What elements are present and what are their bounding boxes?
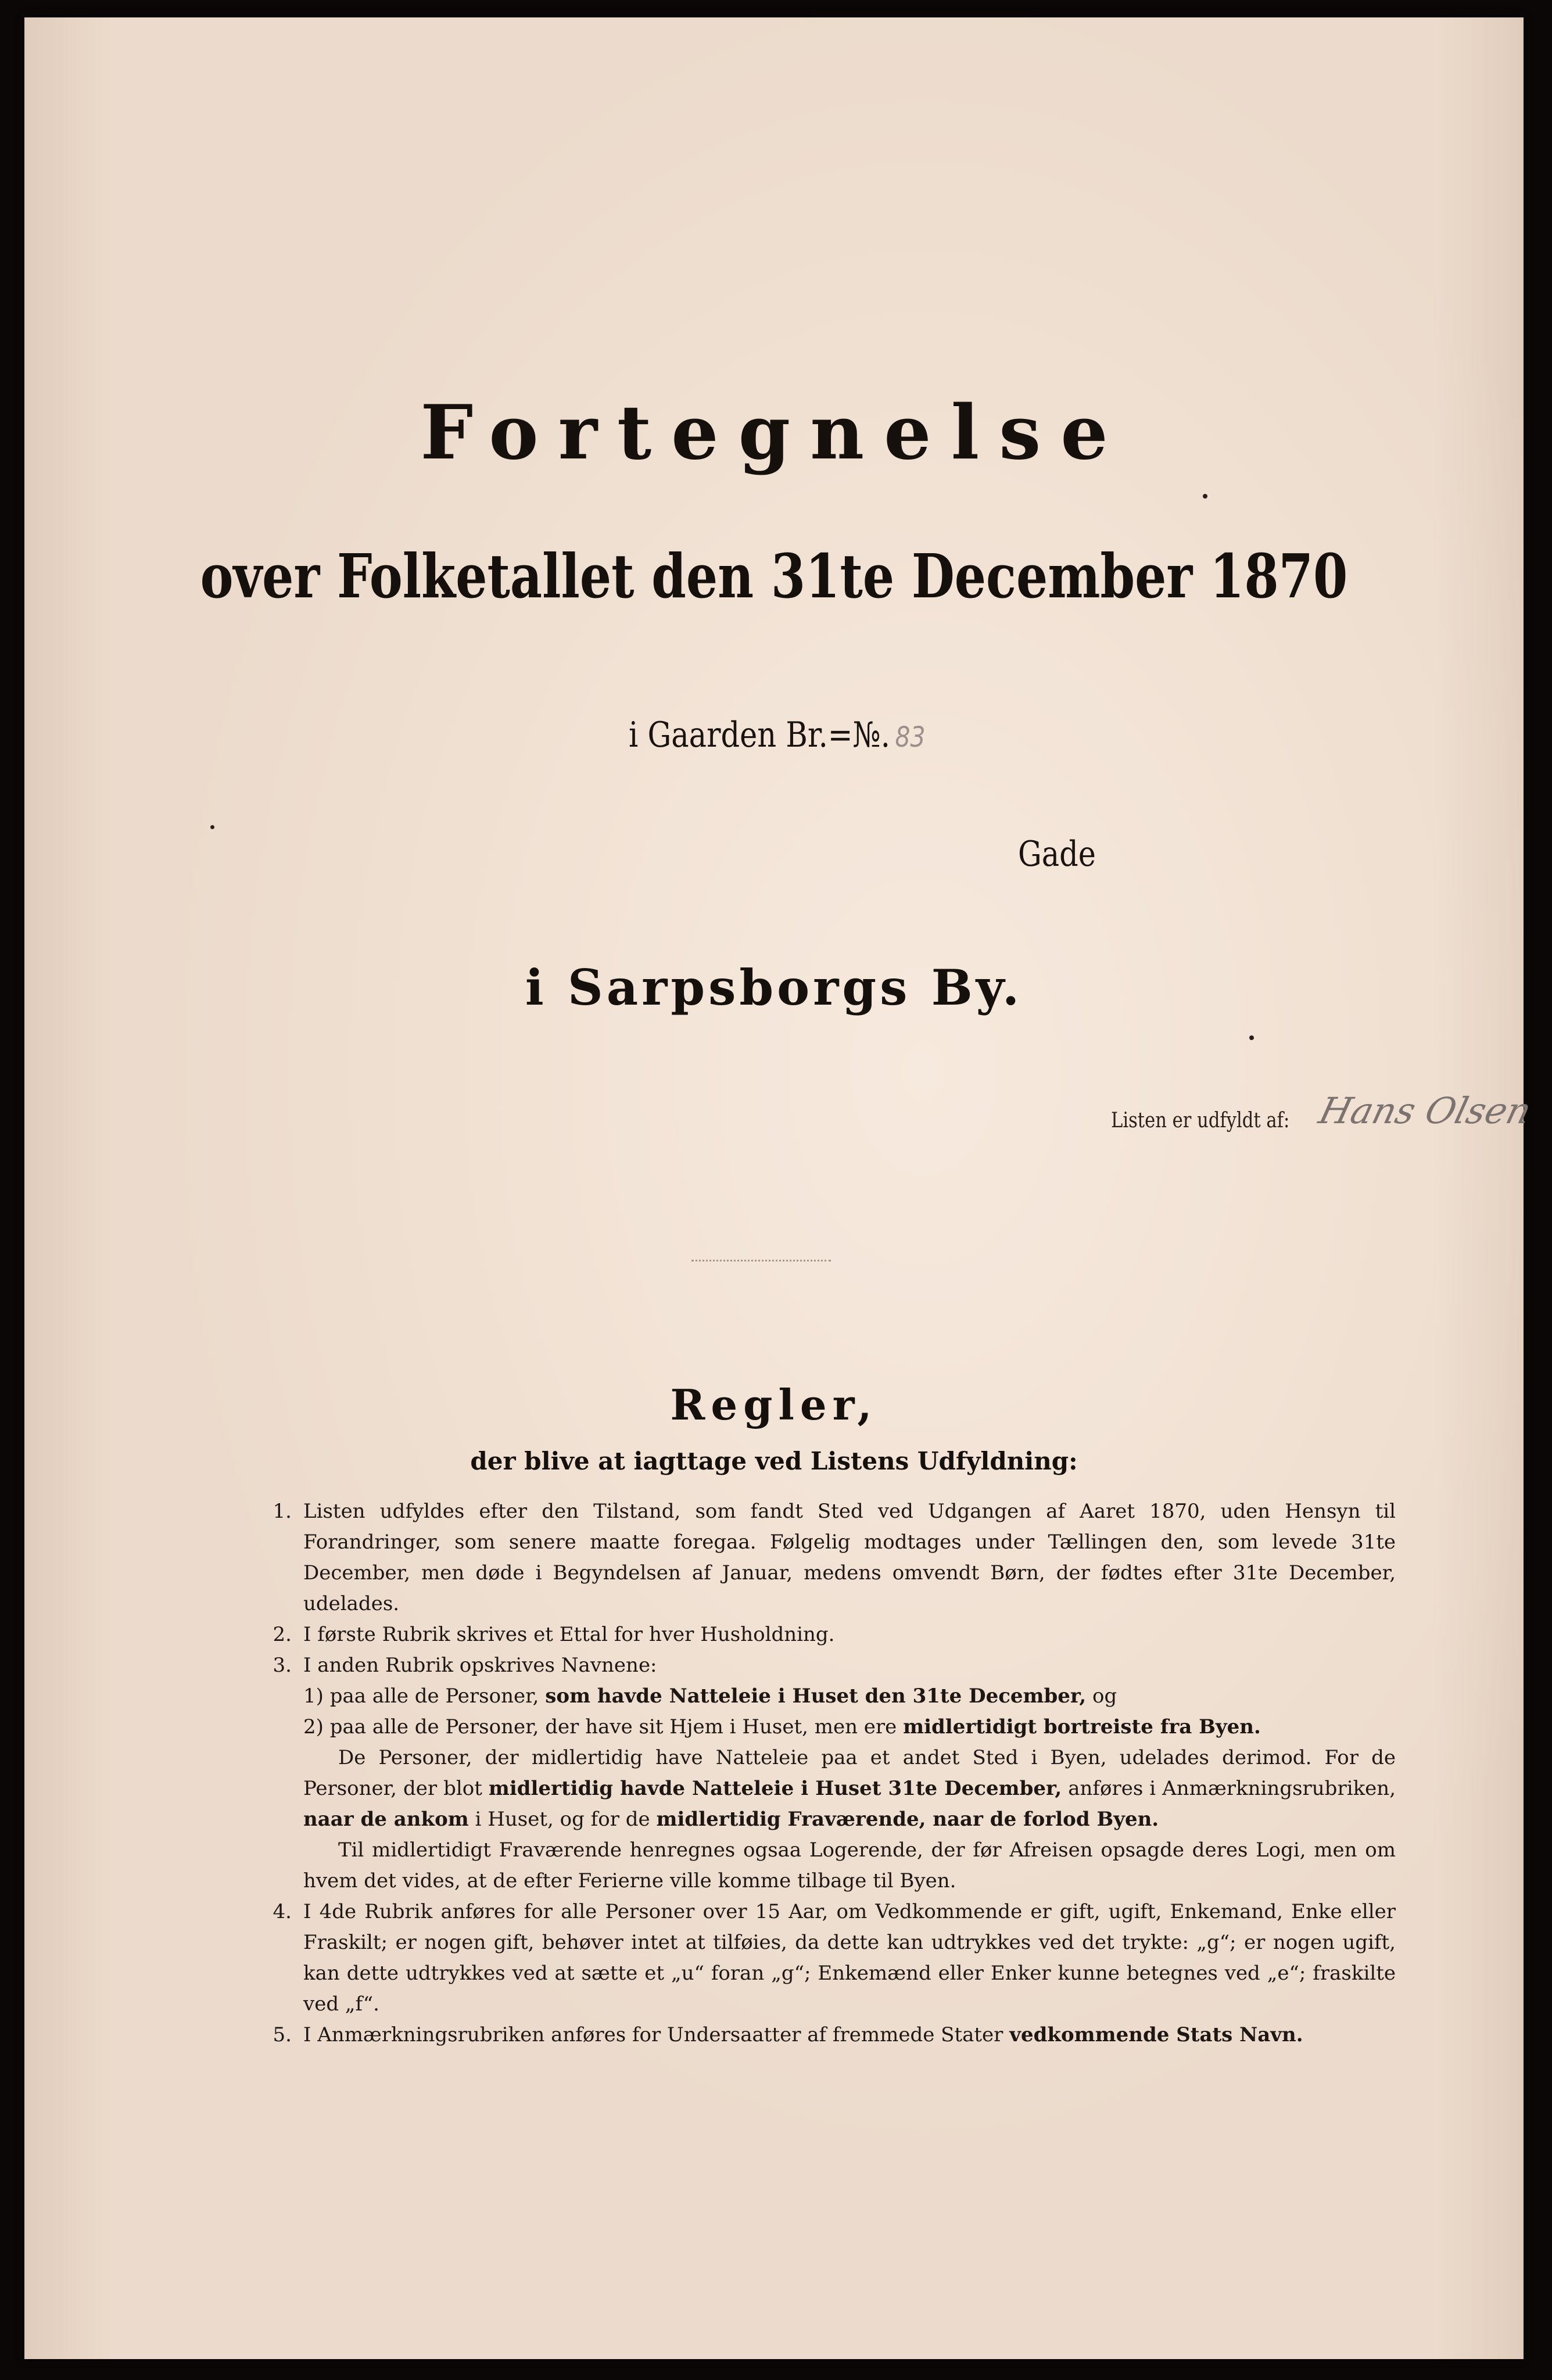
rule-text: i Huset, og for de — [475, 1808, 650, 1831]
census-form-page — [24, 17, 1536, 2359]
rule-3-paragraph-2 — [257, 1835, 1396, 1897]
filled-by-signature: Hans Olsen — [1314, 1089, 1536, 1132]
rule-3 — [257, 1650, 1396, 1681]
ink-speck — [1203, 494, 1207, 499]
rule-emphasis: midlertidig Fraværende, naar de forlod Byen. — [656, 1808, 1159, 1831]
rule-number: 3. — [273, 1654, 292, 1677]
rule-text: I Anmærkningsrubriken anføres for Undersaatter af fremmede Stater — [303, 2023, 1003, 2046]
rule-text: I første Rubrik skrives et Ettal for hver Husholdning. — [303, 1623, 835, 1646]
ink-speck — [210, 825, 214, 829]
rule-text: Til midlertidigt Fraværende henregnes ogsaa Logerende, der før Afreisen opsagde deres Logi, men om hvem det vides, at de efter Ferierne ville komme tilbage til Byen. — [303, 1838, 1396, 1892]
rule-1 — [257, 1496, 1396, 1619]
rule-emphasis: midlertidig havde Natteleie i Huset 31te December, — [488, 1777, 1062, 1800]
rule-text: Listen udfyldes efter den Tilstand, som fandt Sted ved Udgangen af Aaret 1870, uden Hensyn til Forandringer, som senere maatte foregaa. Følgelig modtages under Tællingen den, som levede 31te December, men døde i Begyndelsen af Januar, medens omvendt Børn, der fødtes efter 31te December, udelades. — [303, 1500, 1396, 1615]
rule-text: De Personer, der midlertidig have Natteleie paa et andet Sted i Byen, udelades derimod. For de Personer, der blot — [303, 1746, 1396, 1800]
rule-emphasis: som havde Natteleie i Huset den 31te December, — [545, 1684, 1087, 1708]
rule-text: 1) paa alle de Personer, — [303, 1684, 539, 1708]
rule-number: 4. — [273, 1900, 292, 1923]
rule-number: 5. — [273, 2023, 292, 2046]
rule-4 — [257, 1897, 1396, 2020]
city-line: i Sarpsborgs By. — [525, 959, 1023, 1016]
rule-emphasis: midlertidigt bortreiste fra Byen. — [903, 1715, 1261, 1739]
rule-number: 2. — [273, 1623, 292, 1646]
rules-list — [257, 1496, 1396, 2051]
document-title: Fortegnelse — [420, 389, 1128, 476]
rule-emphasis: naar de ankom — [303, 1808, 469, 1831]
gaard-label: i Gaarden Br.=№. — [629, 715, 891, 755]
gaard-number: 83 — [895, 721, 926, 754]
divider — [691, 1260, 831, 1263]
gade-label: Gade — [1018, 834, 1096, 874]
gaard-line — [629, 715, 925, 755]
rules-heading: Regler, — [670, 1380, 878, 1429]
rule-emphasis: vedkommende Stats Navn. — [1009, 2023, 1303, 2046]
rule-text: og — [1092, 1684, 1117, 1708]
rule-text: anføres i Anmærkningsrubriken, — [1068, 1777, 1396, 1800]
rule-5 — [257, 2020, 1396, 2051]
rule-3-sub-1 — [257, 1681, 1396, 1712]
rule-number: 1. — [273, 1500, 292, 1523]
rule-text: I 4de Rubrik anføres for alle Personer over 15 Aar, om Vedkommende er gift, ugift, Enkemand, Enke eller Fraskilt; er nogen gift, behøver intet at tilføies, da dette kan udtrykkes ved det trykte: „g“; er nogen ugift, kan dette udtrykkes ved at sætte et „u“ foran „g“; Enkemænd eller Enker kunne betegnes ved „e“; fraskilte ved „f“. — [303, 1900, 1396, 2016]
document-subtitle: over Folketallet den 31te December 1870 — [200, 540, 1348, 612]
rule-3-sub-2 — [257, 1712, 1396, 1743]
rule-2 — [257, 1619, 1396, 1650]
rule-text: 2) paa alle de Personer, der have sit Hjem i Huset, men ere — [303, 1715, 897, 1739]
rules-subheading: der blive at iagttage ved Listens Udfyldning: — [470, 1447, 1078, 1475]
filled-by-label: Listen er udfyldt af: — [1111, 1109, 1290, 1132]
rule-text: I anden Rubrik opskrives Navnene: — [303, 1654, 657, 1677]
ink-speck — [1249, 1035, 1254, 1040]
rule-3-paragraph-1 — [257, 1743, 1396, 1835]
